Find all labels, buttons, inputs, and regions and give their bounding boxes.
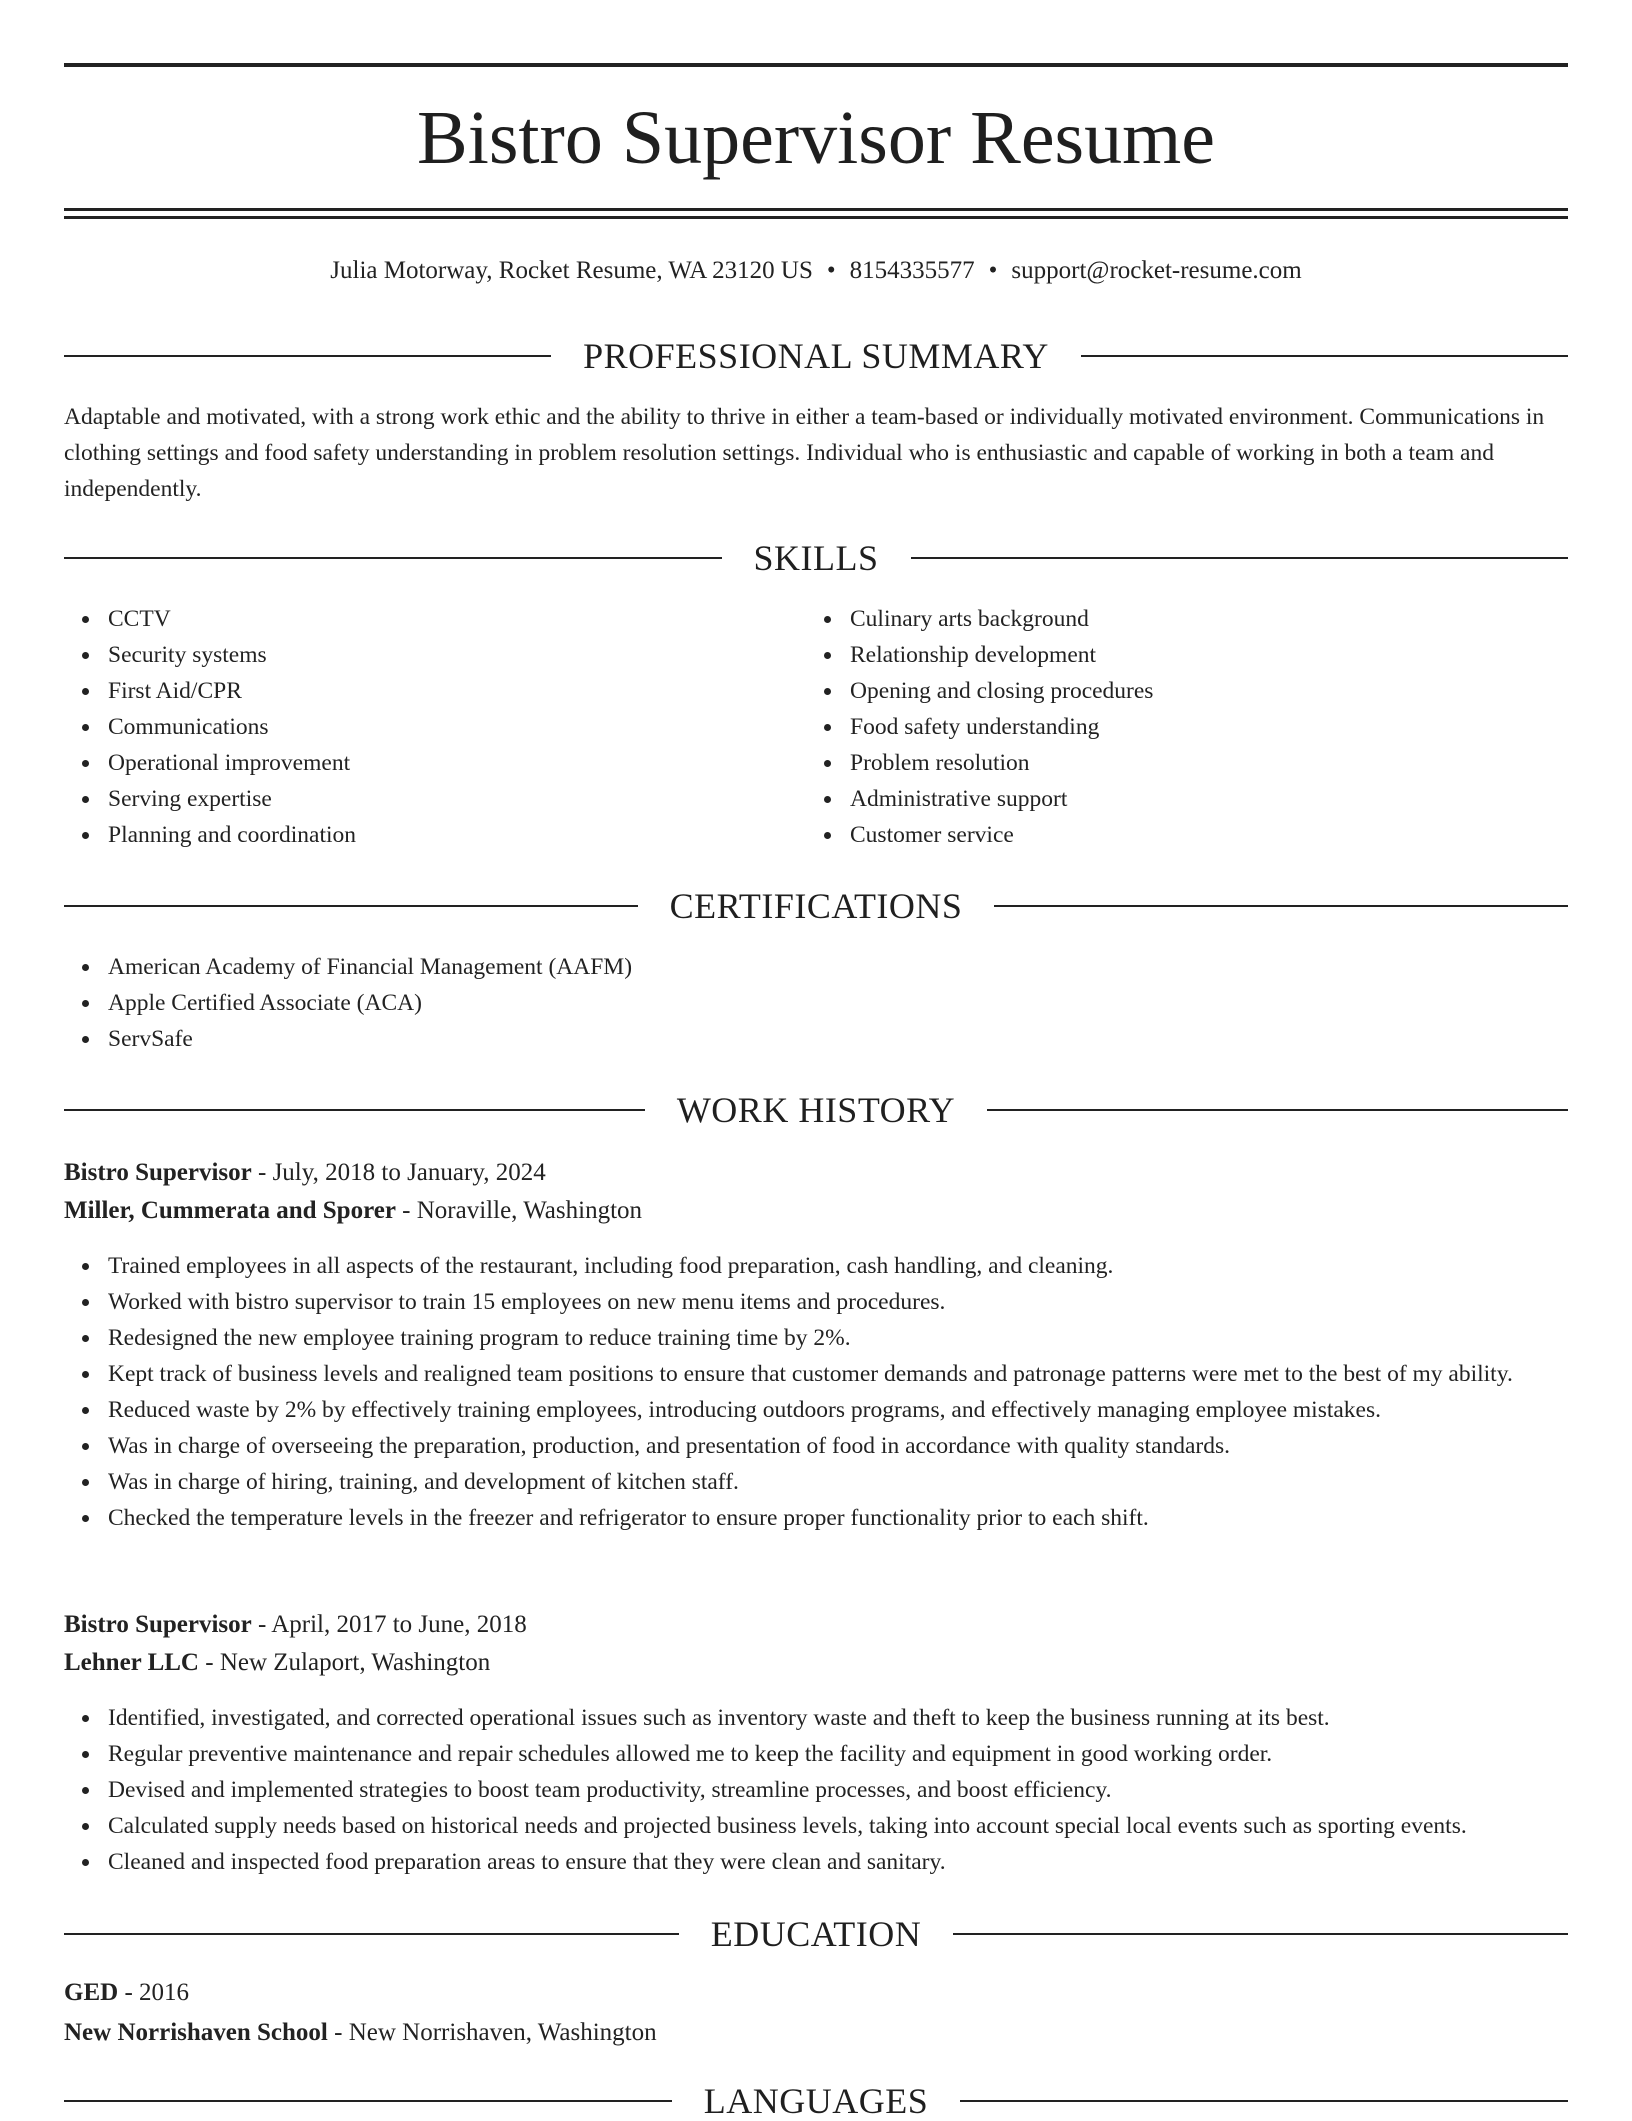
list-item: Cleaned and inspected food preparation areas to ensure that they were clean and sanitary. bbox=[108, 1844, 1568, 1880]
job-dash: - bbox=[251, 1611, 272, 1638]
section-heading-work-history bbox=[64, 1090, 1568, 1130]
job-dash: - bbox=[395, 1197, 417, 1224]
section-heading-education bbox=[64, 1914, 1568, 1954]
list-item: American Academy of Financial Management (AAFM) bbox=[108, 949, 1568, 985]
heading-text: PROFESSIONAL SUMMARY bbox=[583, 336, 1049, 376]
job-dates: April, 2017 to June, 2018 bbox=[271, 1611, 527, 1638]
list-item: Kept track of business levels and realigned team positions to ensure that customer demands and patronage patterns were met to the best of my ability. bbox=[108, 1356, 1568, 1392]
heading-text: SKILLS bbox=[753, 538, 879, 578]
heading-rule-right bbox=[911, 557, 1569, 559]
section-heading-skills bbox=[64, 538, 1568, 578]
list-item: Apple Certified Associate (ACA) bbox=[108, 985, 1568, 1021]
heading-rule-left bbox=[64, 905, 638, 907]
list-item: Communications bbox=[108, 709, 788, 745]
heading-text: WORK HISTORY bbox=[676, 1090, 956, 1130]
heading-rule-left bbox=[64, 355, 551, 357]
list-item: Was in charge of hiring, training, and development of kitchen staff. bbox=[108, 1464, 1568, 1500]
education-dash: - bbox=[118, 1979, 140, 2006]
list-item: Devised and implemented strategies to boost team productivity, streamline processes, and boost efficiency. bbox=[108, 1772, 1568, 1808]
contact-address: Julia Motorway, Rocket Resume, WA 23120 US bbox=[330, 257, 813, 284]
education-location: New Norrishaven, Washington bbox=[348, 2019, 657, 2046]
contact-phone: 8154335577 bbox=[849, 257, 975, 284]
heading-rule-right bbox=[994, 905, 1568, 907]
job-company: Miller, Cummerata and Sporer bbox=[64, 1197, 396, 1224]
title-double-rule-lower bbox=[64, 216, 1568, 219]
list-item: Redesigned the new employee training program to reduce training time by 2%. bbox=[108, 1320, 1568, 1356]
section-heading-summary bbox=[64, 336, 1568, 376]
certifications-list bbox=[64, 949, 1568, 1057]
education-school-line bbox=[64, 2014, 1568, 2052]
list-item: ServSafe bbox=[108, 1021, 1568, 1057]
job-dash: - bbox=[251, 1159, 273, 1186]
education-year: 2016 bbox=[139, 1979, 190, 2006]
job-2-company-line bbox=[64, 1644, 1568, 1682]
job-company: Lehner LLC bbox=[64, 1649, 199, 1676]
heading-rule-left bbox=[64, 1933, 679, 1935]
job-dates: July, 2018 to January, 2024 bbox=[272, 1159, 546, 1186]
section-heading-languages bbox=[64, 2081, 1568, 2121]
list-item: Problem resolution bbox=[850, 745, 1570, 781]
heading-text: EDUCATION bbox=[710, 1914, 922, 1954]
list-item: Reduced waste by 2% by effectively training employees, introducing outdoors programs, and effectively managing employee mistakes. bbox=[108, 1392, 1568, 1428]
list-item: Identified, investigated, and corrected operational issues such as inventory waste and theft to keep the business running at its best. bbox=[108, 1700, 1568, 1736]
education-school: New Norrishaven School bbox=[64, 2019, 328, 2046]
job-dash: - bbox=[198, 1649, 220, 1676]
heading-rule-left bbox=[64, 557, 722, 559]
education-degree-line bbox=[64, 1974, 1568, 2012]
list-item: Calculated supply needs based on historical needs and projected business levels, taking into account special local events such as sporting events. bbox=[108, 1808, 1568, 1844]
job-1-company-line bbox=[64, 1192, 1568, 1230]
job-location: Noraville, Washington bbox=[416, 1197, 643, 1224]
education-dash: - bbox=[327, 2019, 349, 2046]
heading-rule-right bbox=[953, 1933, 1568, 1935]
list-item: Serving expertise bbox=[108, 781, 788, 817]
list-item: Operational improvement bbox=[108, 745, 788, 781]
job-1-duties bbox=[64, 1248, 1568, 1536]
list-item: Administrative support bbox=[850, 781, 1570, 817]
list-item: Planning and coordination bbox=[108, 817, 788, 853]
list-item: Customer service bbox=[850, 817, 1570, 853]
job-2-title-line bbox=[64, 1606, 1568, 1644]
top-rule bbox=[64, 63, 1568, 67]
skills-list-left bbox=[64, 601, 788, 853]
list-item: Opening and closing procedures bbox=[850, 673, 1570, 709]
heading-rule-right bbox=[987, 1109, 1568, 1111]
list-item: Food safety understanding bbox=[850, 709, 1570, 745]
heading-rule-right bbox=[1081, 355, 1568, 357]
job-title: Bistro Supervisor bbox=[64, 1159, 252, 1186]
education-degree: GED bbox=[64, 1979, 119, 2006]
contact-line bbox=[64, 254, 1568, 288]
list-item: Checked the temperature levels in the freezer and refrigerator to ensure proper functionality prior to each shift. bbox=[108, 1500, 1568, 1536]
contact-email: support@rocket-resume.com bbox=[1011, 257, 1302, 284]
heading-rule-left bbox=[64, 1109, 645, 1111]
list-item: Relationship development bbox=[850, 637, 1570, 673]
job-1-title-line bbox=[64, 1154, 1568, 1192]
list-item: Culinary arts background bbox=[850, 601, 1570, 637]
list-item: Was in charge of overseeing the preparation, production, and presentation of food in accordance with quality standards. bbox=[108, 1428, 1568, 1464]
contact-separator: • bbox=[988, 257, 998, 284]
contact-separator: • bbox=[826, 257, 836, 284]
list-item: First Aid/CPR bbox=[108, 673, 788, 709]
job-title: Bistro Supervisor bbox=[64, 1611, 252, 1638]
heading-text: LANGUAGES bbox=[703, 2081, 929, 2121]
section-heading-certifications bbox=[64, 886, 1568, 926]
skills-list-right bbox=[806, 601, 1570, 853]
summary-text: Adaptable and motivated, with a strong work ethic and the ability to thrive in either a team-based or individually motivated environment. Communications in clothing settings and food safety understanding in problem resolution settings. Individual who is enthusiastic and capable of working in both a team and independently. bbox=[64, 404, 1545, 502]
heading-text: CERTIFICATIONS bbox=[669, 886, 963, 926]
resume-title: Bistro Supervisor Resume bbox=[417, 96, 1215, 180]
list-item: CCTV bbox=[108, 601, 788, 637]
job-location: New Zulaport, Washington bbox=[219, 1649, 491, 1676]
title-double-rule-upper bbox=[64, 208, 1568, 211]
list-item: Regular preventive maintenance and repair schedules allowed me to keep the facility and equipment in good working order. bbox=[108, 1736, 1568, 1772]
list-item: Trained employees in all aspects of the restaurant, including food preparation, cash handling, and cleaning. bbox=[108, 1248, 1568, 1284]
list-item: Worked with bistro supervisor to train 15 employees on new menu items and procedures. bbox=[108, 1284, 1568, 1320]
list-item: Security systems bbox=[108, 637, 788, 673]
heading-rule-left bbox=[64, 2100, 672, 2102]
job-2-duties bbox=[64, 1700, 1568, 1880]
heading-rule-right bbox=[960, 2100, 1568, 2102]
